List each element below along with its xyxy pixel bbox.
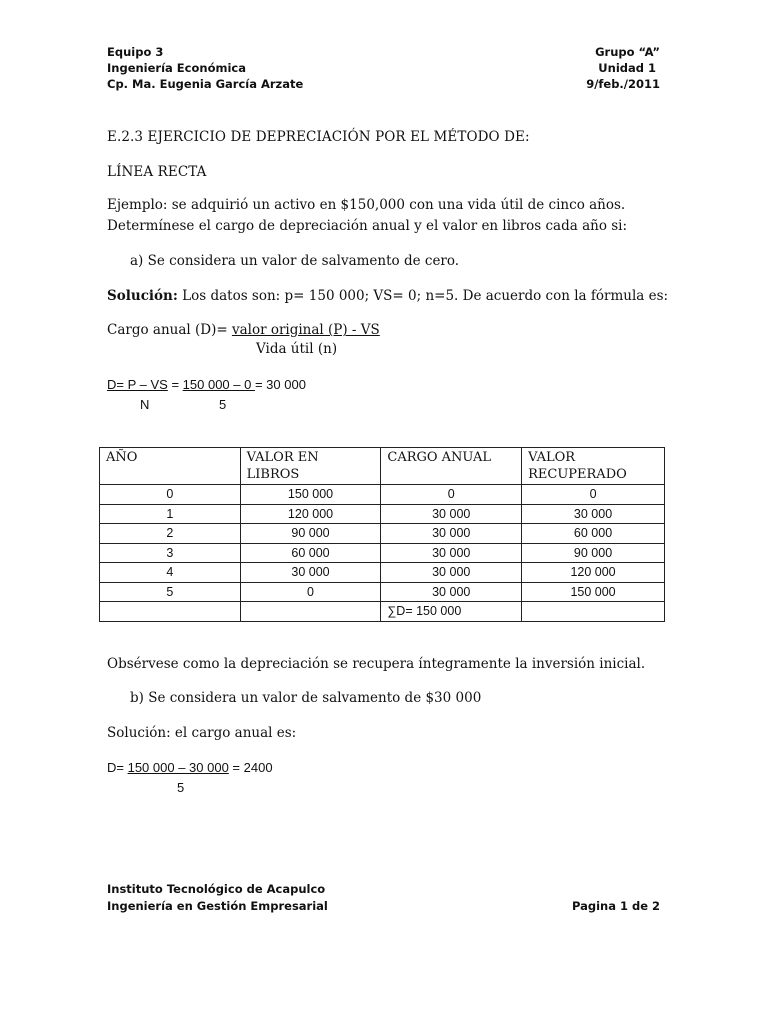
cell-year: 4 bbox=[100, 563, 241, 583]
formula2-mid-denominator: 5 bbox=[219, 397, 227, 412]
header-annual-charge: CARGO ANUAL bbox=[381, 448, 522, 485]
cell-book-value: 60 000 bbox=[240, 543, 381, 563]
formula2-mid-numerator: 150 000 – 0 bbox=[182, 377, 255, 392]
formula-annual-charge bbox=[107, 321, 380, 339]
intro-line-2: Determínese el cargo de depreciación anual y el valor en libros cada año si: bbox=[107, 218, 628, 234]
group-name: Grupo “A” bbox=[595, 45, 660, 59]
method-title: LÍNEA RECTA bbox=[107, 164, 207, 180]
cell-annual-charge: 30 000 bbox=[381, 582, 522, 602]
solution-b: Solución: el cargo anual es: bbox=[107, 725, 297, 741]
team-name: Equipo 3 bbox=[107, 45, 164, 59]
cell-empty bbox=[522, 602, 665, 622]
formula-depreciation bbox=[107, 376, 306, 394]
cell-recovered-value: 90 000 bbox=[522, 543, 665, 563]
formula3-denominator: 5 bbox=[177, 780, 185, 795]
header-left bbox=[107, 44, 303, 92]
cell-year: 2 bbox=[100, 524, 241, 544]
table-row bbox=[100, 485, 665, 505]
page-number: Pagina 1 de 2 bbox=[571, 899, 660, 913]
cell-recovered-value: 60 000 bbox=[522, 524, 665, 544]
formula2-left-denominator: N bbox=[140, 397, 150, 412]
cell-empty bbox=[240, 602, 381, 622]
cell-year: 3 bbox=[100, 543, 241, 563]
formula-numerator: valor original (P) - VS bbox=[231, 322, 380, 338]
cell-book-value: 30 000 bbox=[240, 563, 381, 583]
case-b: b) Se considera un valor de salvamento de $30 000 bbox=[130, 690, 482, 706]
table-total-row bbox=[100, 602, 665, 622]
table-row bbox=[100, 524, 665, 544]
table-row bbox=[100, 563, 665, 583]
formula3-result: = 2400 bbox=[228, 760, 273, 775]
cell-annual-charge: 30 000 bbox=[381, 543, 522, 563]
cell-annual-charge: 30 000 bbox=[381, 504, 522, 524]
depreciation-table bbox=[99, 447, 665, 622]
formula2-result: = 30 000 bbox=[254, 377, 306, 392]
cell-recovered-value: 150 000 bbox=[522, 582, 665, 602]
solution-line bbox=[107, 287, 668, 305]
solution-text: Los datos son: p= 150 000; VS= 0; n=5. De acuerdo con la fórmula es: bbox=[177, 288, 669, 304]
cell-empty bbox=[100, 602, 241, 622]
table-header-row bbox=[100, 448, 665, 485]
cell-year: 0 bbox=[100, 485, 241, 505]
observation-text: Obsérvese como la depreciación se recupera íntegramente la inversión inicial. bbox=[107, 656, 646, 672]
case-a: a) Se considera un valor de salvamento de cero. bbox=[130, 253, 460, 269]
cell-book-value: 150 000 bbox=[240, 485, 381, 505]
teacher-name: Cp. Ma. Eugenia García Arzate bbox=[107, 77, 304, 91]
document-date: 9/feb./2011 bbox=[586, 77, 660, 91]
formula-denominator: Vida útil (n) bbox=[256, 341, 338, 357]
formula-prefix: Cargo anual (D)= bbox=[107, 322, 232, 338]
header-right bbox=[520, 44, 660, 92]
formula2-eq: = bbox=[167, 377, 183, 392]
table-row bbox=[100, 504, 665, 524]
header-year: AÑO bbox=[100, 448, 241, 485]
cell-total: ∑D= 150 000 bbox=[381, 602, 522, 622]
cell-recovered-value: 30 000 bbox=[522, 504, 665, 524]
footer-program: Ingeniería en Gestión Empresarial bbox=[107, 899, 328, 913]
solution-label: Solución: bbox=[107, 288, 178, 304]
cell-year: 1 bbox=[100, 504, 241, 524]
unit-name: Unidad 1 bbox=[598, 61, 656, 75]
cell-annual-charge: 30 000 bbox=[381, 563, 522, 583]
formula3-numerator: 150 000 – 30 000 bbox=[127, 760, 229, 775]
exercise-title: E.2.3 EJERCICIO DE DEPRECIACIÓN POR EL MÉTODO DE: bbox=[107, 129, 530, 145]
header-book-value: VALOR EN LIBROS bbox=[240, 448, 381, 485]
subject-name: Ingeniería Económica bbox=[107, 61, 246, 75]
cell-annual-charge: 0 bbox=[381, 485, 522, 505]
cell-recovered-value: 0 bbox=[522, 485, 665, 505]
footer-institute: Instituto Tecnológico de Acapulco bbox=[107, 882, 326, 896]
cell-year: 5 bbox=[100, 582, 241, 602]
cell-recovered-value: 120 000 bbox=[522, 563, 665, 583]
formula3-prefix: D= bbox=[107, 760, 128, 775]
formula-salvage bbox=[107, 759, 273, 777]
intro-line-1: Ejemplo: se adquirió un activo en $150,000 con una vida útil de cinco años. bbox=[107, 197, 626, 213]
formula2-left-numerator: D= P – VS bbox=[107, 377, 168, 392]
cell-book-value: 90 000 bbox=[240, 524, 381, 544]
cell-annual-charge: 30 000 bbox=[381, 524, 522, 544]
cell-book-value: 0 bbox=[240, 582, 381, 602]
table-row bbox=[100, 582, 665, 602]
table-row bbox=[100, 543, 665, 563]
header-recovered-value: VALOR RECUPERADO bbox=[522, 448, 665, 485]
cell-book-value: 120 000 bbox=[240, 504, 381, 524]
